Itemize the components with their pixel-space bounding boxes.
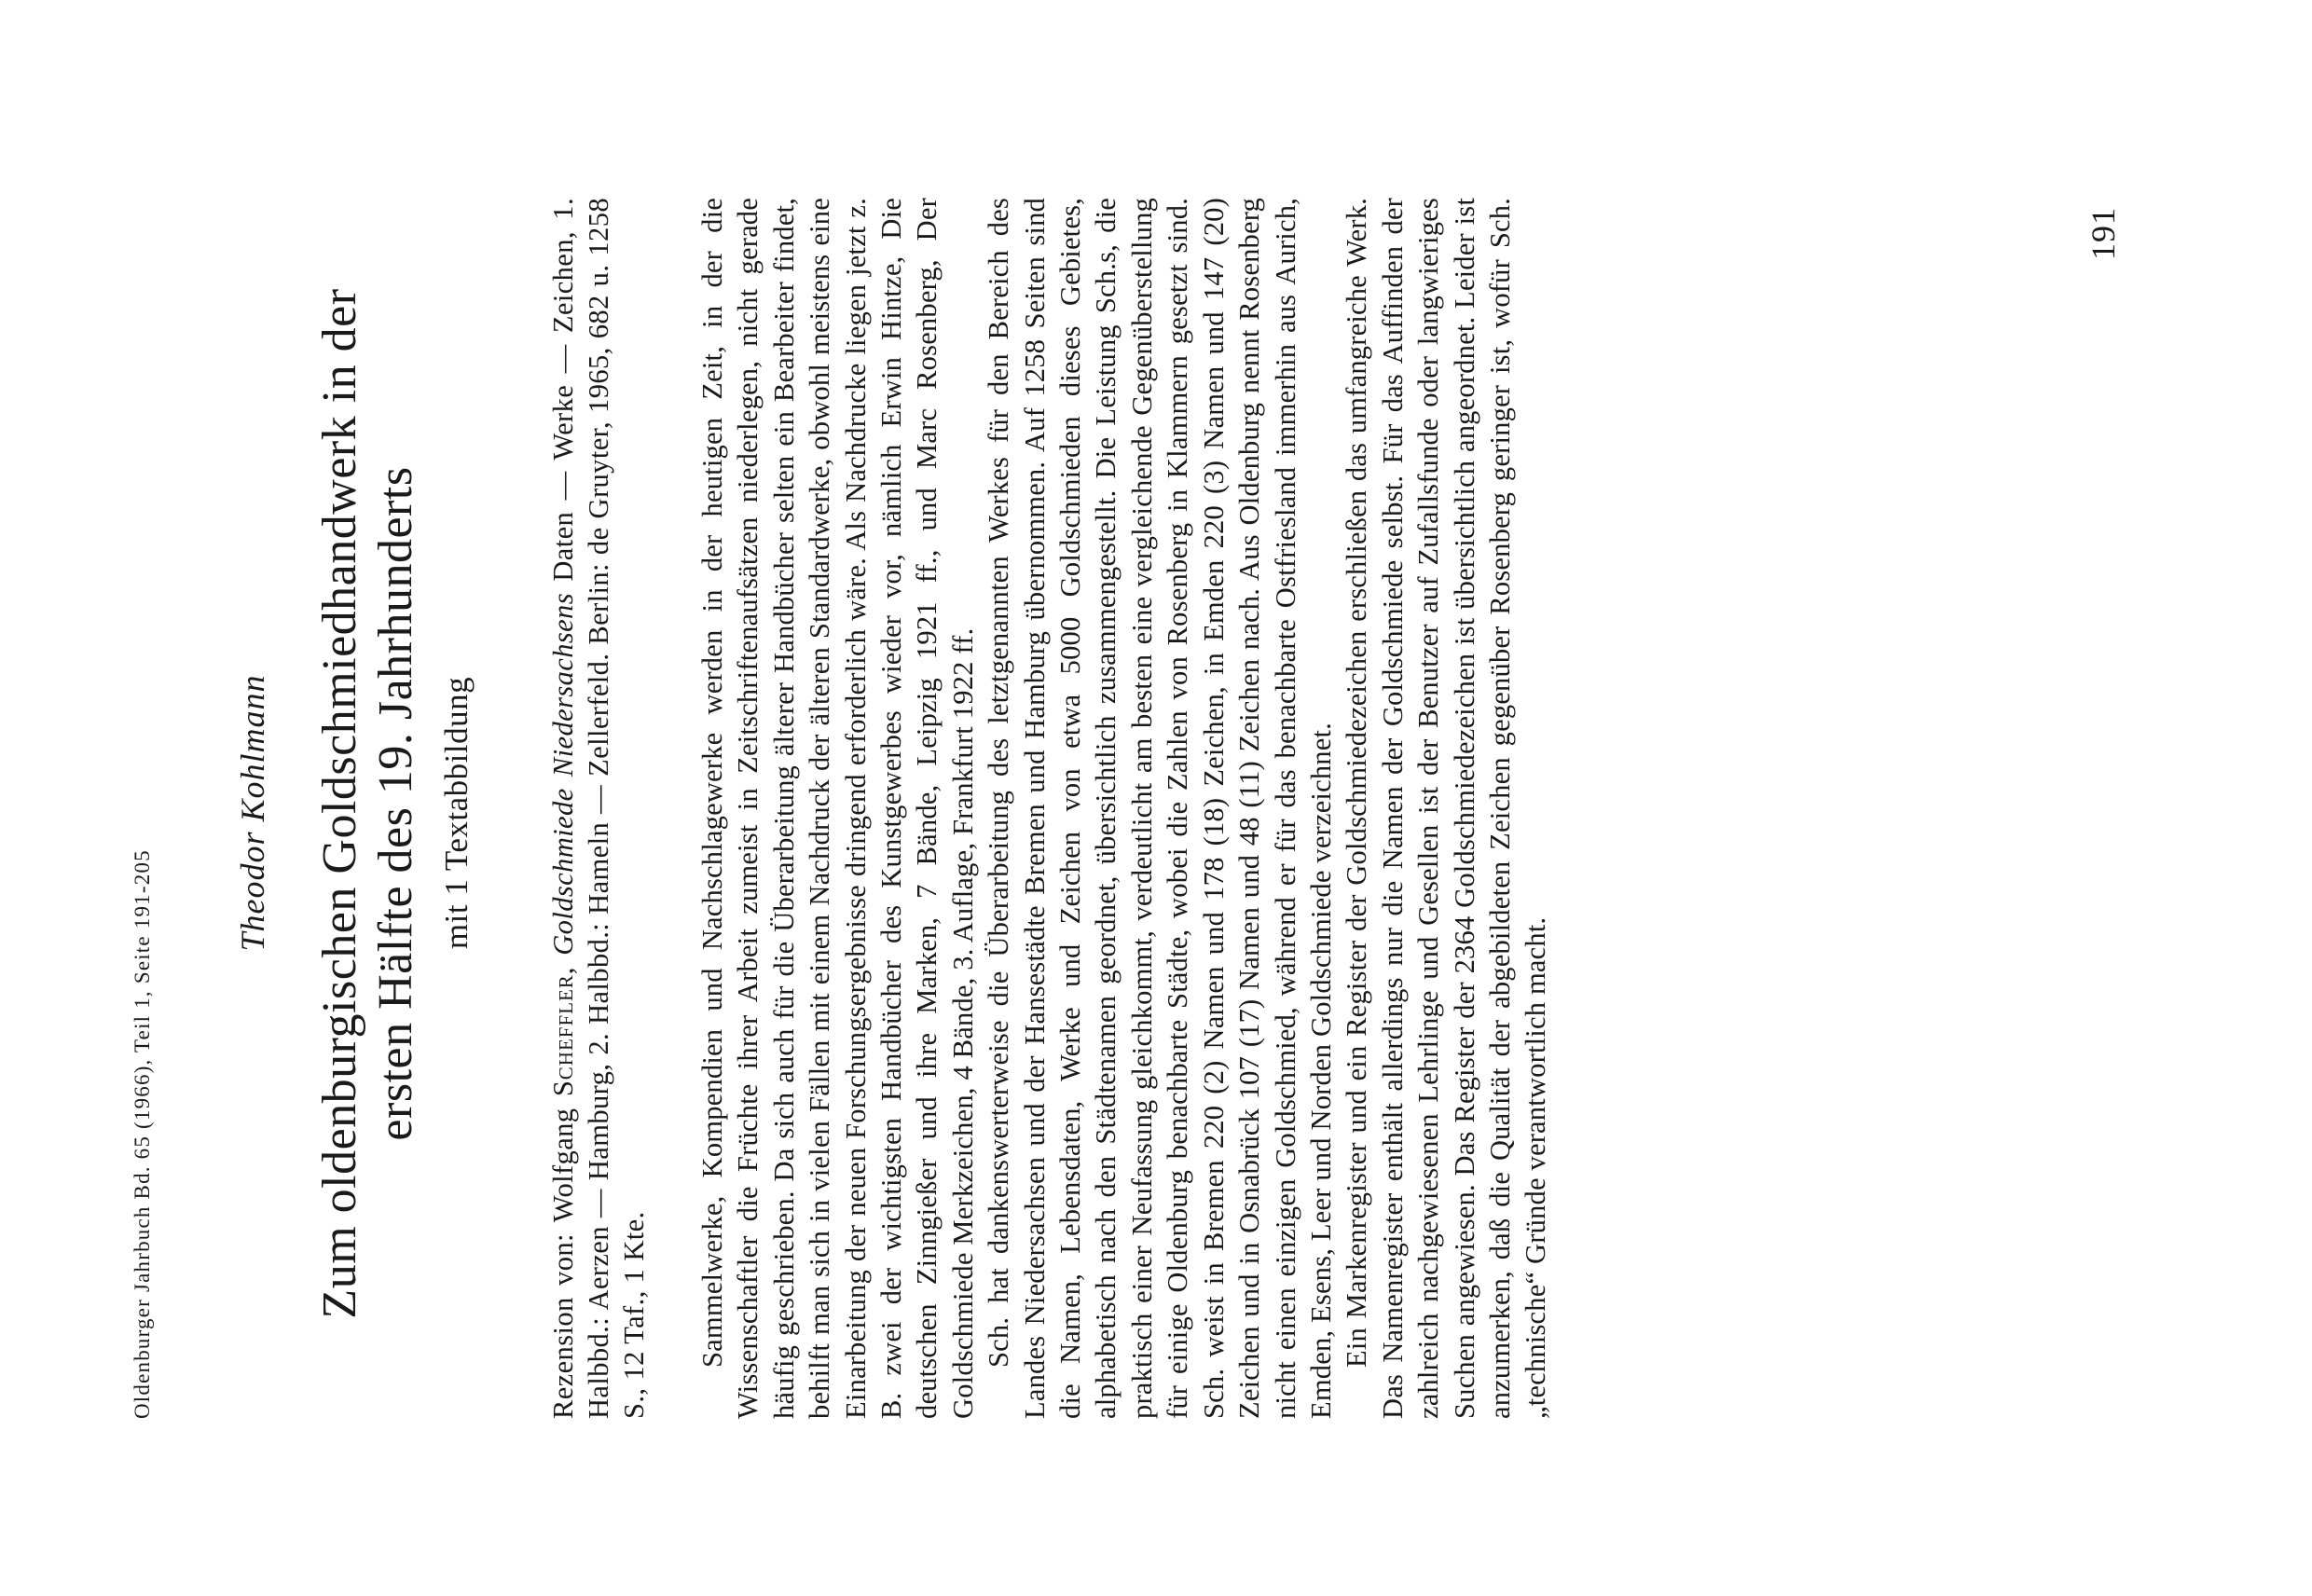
reviewer-surname: Scheffler xyxy=(547,974,579,1097)
review-separator: , xyxy=(547,955,579,975)
article-title xyxy=(312,198,424,1410)
article-body xyxy=(695,198,1554,1419)
body-paragraph: Sammelwerke, Kompendien und Nachschlagewerke werden in der heutigen Zeit, in der die Wissenschaftler die Früchte ihrer Arbeit zumeist in Zeitschriftenaufsätzen niederlegen, nicht gerade häufig geschrieben. Da sich auch für die Überarbeitung älterer Handbücher selten ein Bearbeiter findet, behilft man sich in vielen Fällen mit einem Nachdruck der älteren Standardwerke, obwohl meistens eine Einarbeitung der neuen Forschungsergebnisse dringend erforderlich wäre. Als Nachdrucke liegen jetzt z. B. zwei der wichtigsten Handbücher des Kunstgewerbes wieder vor, nämlich Erwin Hintze, Die deutschen Zinngießer und ihre Marken, 7 Bände, Leipzig 1921 ff., und Marc Rosenberg, Der Goldschmiede Merkzeichen, 4 Bände, 3. Auflage, Frankfurt 1922 ff. xyxy=(696,198,979,1419)
body-paragraph: Sch. hat dankenswerterweise die Überarbeitung des letztgenannten Werkes für den Bereich des Landes Niedersachsen und der Hansestädte Bremen und Hamburg übernommen. Auf 1258 Seiten sind die Namen, Lebensdaten, Werke und Zeichen von etwa 5000 Goldschmieden dieses Gebietes, alphabetisch nach den Städtenamen geordnet, übersichtlich zusammengestellt. Die Leistung Sch.s, die praktisch einer Neufassung gleichkommt, verdeutlicht am besten eine vergleichende Gegenüberstellung für einige Oldenburg benachbarte Städte, wobei die Zahlen von Rosenberg in Klammern gesetzt sind. Sch. weist in Bremen 220 (2) Namen und 178 (18) Zeichen, in Emden 220 (3) Namen und 147 (20) Zeichen und in Osnabrück 107 (17) Namen und 48 (11) Zeichen nach. Aus Oldenburg nennt Rosenberg nicht einen einzigen Goldschmied, während er für das benachbarte Ostfriesland immerhin aus Aurich, Emden, Esens, Leer und Norden Goldschmiede verzeichnet. xyxy=(983,198,1337,1419)
review-intro: Rezension von: Wolfgang xyxy=(547,1096,579,1419)
title-line-1: Zum oldenburgischen Goldschmiedhandwerk in der xyxy=(313,288,366,1319)
journal-header: Oldenburger Jahrbuch Bd. 65 (1966), Teil 1, Seite 191-205 xyxy=(131,849,154,1419)
author-name: Theodor Kohlmann xyxy=(234,674,271,952)
body-paragraph: Ein Markenregister und ein Register der Goldschmiedezeichen erschließen das umfangreiche Werk. Das Namenregister enthält allerdings nur die Namen der Goldschmiede selbst. Für das Auffinden der zahlreich nachgewiesenen Lehrlinge und Gesellen ist der Benutzer auf Zufallsfunde oder langwieriges Suchen angewiesen. Das Register der 2364 Goldschmiedezeichen ist übersichtlich angeordnet. Leider ist anzumerken, daß die Qualität der abgebildeten Zeichen gegenüber Rosenberg geringer ist, wofür Sch. „technische“ Gründe verantwortlich macht. xyxy=(1341,198,1552,1419)
article-subtitle: mit 1 Textabbildung xyxy=(438,676,475,950)
page-number: 191 xyxy=(2085,207,2122,260)
title-line-2: ersten Hälfte des 19. Jahrhunderts xyxy=(369,466,422,1141)
book-title: Goldschmiede Niedersachsens xyxy=(547,593,579,956)
review-citation xyxy=(545,198,652,1419)
review-details: Daten — Werke — Zeichen, 1. Halbbd.: Aerzen — Hamburg, 2. Halbbd.: Hameln — Zellerfeld. Berlin: de Gruyter, 1965, 682 u. 1258 S., 12 Taf., 1 Kte. xyxy=(547,198,650,1419)
